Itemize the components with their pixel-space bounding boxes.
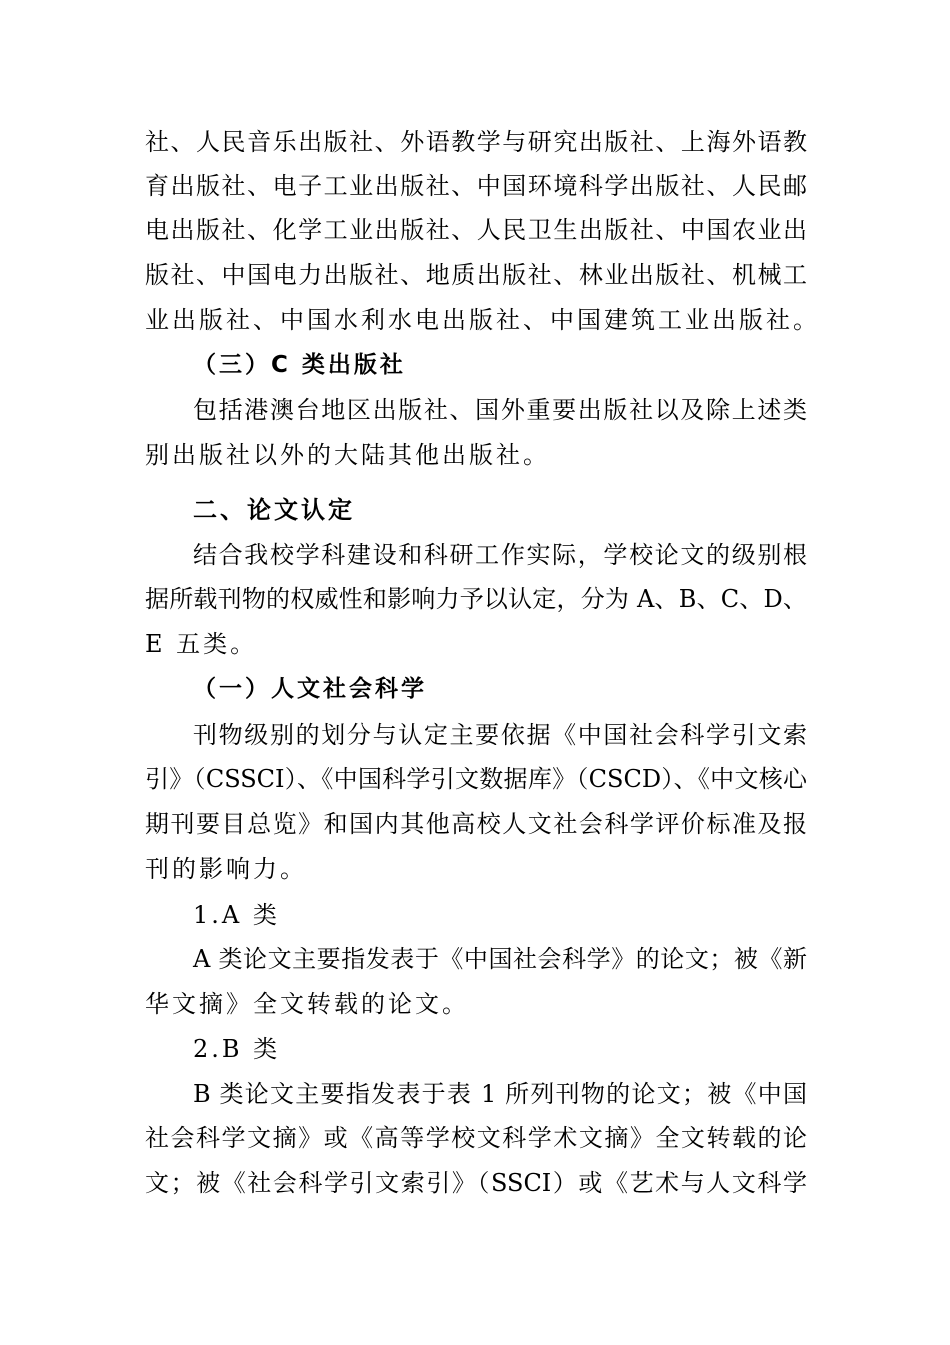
subsection-heading: 1.A 类	[193, 901, 280, 929]
text-line: 别出版社以外的大陆其他出版社。	[145, 441, 550, 469]
text-line: 社、人民音乐出版社、外语教学与研究出版社、上海外语教	[145, 128, 807, 156]
chapter-heading: 二、论文认定	[193, 496, 355, 524]
text-line: 文；被《社会科学引文索引》（SSCI）或《艺术与人文科学	[145, 1169, 807, 1197]
text-line: 版社、中国电力出版社、地质出版社、林业出版社、机械工	[145, 261, 807, 289]
text-line: 期刊要目总览》和国内其他高校人文社会科学评价标准及报	[145, 810, 807, 838]
text-line: E 五类。	[145, 630, 258, 658]
text-line: 电出版社、化学工业出版社、人民卫生出版社、中国农业出	[145, 216, 807, 244]
text-line: 刊的影响力。	[145, 855, 307, 883]
text-line: 引》（CSSCI）、《中国科学引文数据库》（CSCD）、《中文核心	[145, 765, 807, 793]
text-line: 据所载刊物的权威性和影响力予以认定，分为 A、B、C、D、	[145, 585, 807, 613]
text-line: 业出版社、中国水利水电出版社、中国建筑工业出版社。	[145, 306, 820, 334]
text-line: 育出版社、电子工业出版社、中国环境科学出版社、人民邮	[145, 172, 807, 200]
subsection-heading: 2.B 类	[193, 1035, 281, 1063]
paragraph-first-line: 包括港澳台地区出版社、国外重要出版社以及除上述类	[193, 396, 807, 424]
paragraph-first-line: 刊物级别的划分与认定主要依据《中国社会科学引文索	[193, 721, 807, 749]
section-heading: （一）人文社会科学	[193, 676, 427, 702]
section-heading: （三）C 类出版社	[193, 352, 406, 378]
text-line: 社会科学文摘》或《高等学校文科学术文摘》全文转载的论	[145, 1124, 807, 1152]
paragraph-first-line: 结合我校学科建设和科研工作实际，学校论文的级别根	[193, 541, 807, 569]
paragraph-first-line: A 类论文主要指发表于《中国社会科学》的论文；被《新	[193, 945, 807, 973]
paragraph-first-line: B 类论文主要指发表于表 1 所列刊物的论文；被《中国	[193, 1080, 807, 1108]
text-line: 华文摘》全文转载的论文。	[145, 990, 469, 1018]
